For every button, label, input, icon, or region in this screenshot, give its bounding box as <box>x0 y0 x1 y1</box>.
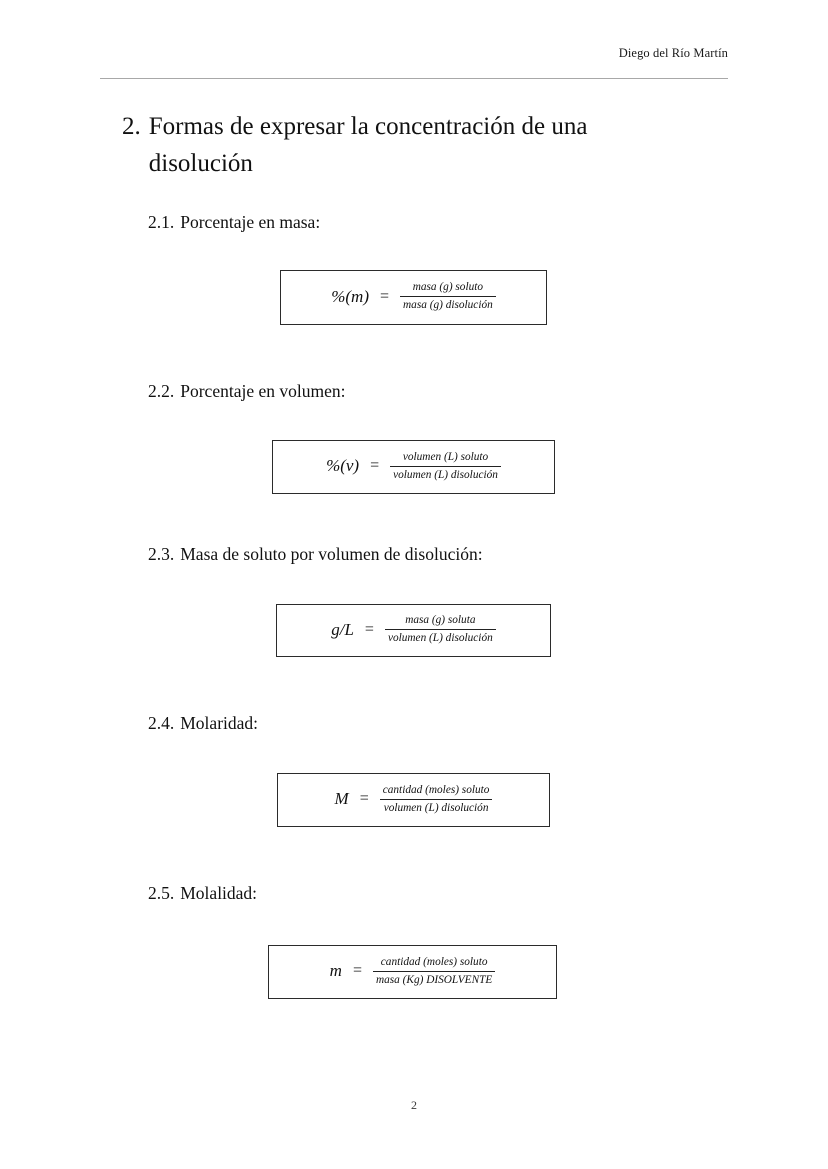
formula-5-equals: = <box>352 962 362 979</box>
formula-box-1 <box>280 270 547 325</box>
section-heading <box>122 108 662 182</box>
formula-2-denominator: volumen (L) disolución <box>393 468 498 481</box>
formula-2-lhs: %(v) <box>326 456 360 475</box>
formula-1-numerator: masa (g) soluto <box>400 280 496 297</box>
formula-1-lhs: %(m) <box>331 286 369 306</box>
formula-4-fraction <box>380 783 493 816</box>
formula-1-denominator: masa (g) disolución <box>403 299 493 311</box>
formula-3-numerator: masa (g) soluta <box>385 613 496 630</box>
subsection-heading-1 <box>148 210 320 234</box>
page-footer <box>0 1098 828 1113</box>
formula-4-equals: = <box>359 790 369 807</box>
subsection-number-2: 2.2. <box>148 381 175 401</box>
subsection-title-2: Porcentaje en volumen: <box>180 381 346 401</box>
subsection-title-1: Porcentaje en masa: <box>180 212 321 232</box>
formula-2-numerator: volumen (L) soluto <box>390 450 501 467</box>
formula-5-denominator: masa (Kg) DISOLVENTE <box>375 973 493 986</box>
formula-3-fraction <box>385 613 496 646</box>
section-title: Formas de expresar la concentración de una disolución <box>148 113 588 177</box>
formula-3-denominator: volumen (L) disolución <box>387 632 493 644</box>
formula-box-2 <box>272 440 555 494</box>
subsection-heading-5 <box>148 881 257 905</box>
header-author-name: Diego del Río Martín <box>618 46 728 60</box>
formula-1-fraction <box>400 280 496 313</box>
formula-2-equals: = <box>370 457 380 474</box>
formula-5-numerator: cantidad (moles) soluto <box>373 955 495 972</box>
formula-3 <box>331 613 496 646</box>
subsection-number-3: 2.3. <box>148 544 175 564</box>
subsection-title-5: Molalidad: <box>180 883 258 903</box>
formula-4 <box>335 783 493 816</box>
subsection-number-5: 2.5. <box>148 883 175 903</box>
formula-2-fraction <box>390 450 501 483</box>
formula-1-equals: = <box>379 287 390 305</box>
formula-5 <box>330 955 496 988</box>
formula-2 <box>326 450 501 483</box>
subsection-heading-3 <box>148 542 483 566</box>
formula-box-4 <box>277 773 550 827</box>
formula-1 <box>331 280 496 313</box>
subsection-number-4: 2.4. <box>148 713 175 733</box>
page-header <box>100 46 728 61</box>
subsection-heading-4 <box>148 711 258 735</box>
formula-4-lhs: M <box>334 789 349 808</box>
formula-5-lhs: m <box>329 961 342 980</box>
section-number: 2. <box>122 113 141 140</box>
formula-4-denominator: volumen (L) disolución <box>383 801 489 814</box>
formula-3-equals: = <box>364 620 374 638</box>
subsection-number-1: 2.1. <box>148 212 175 232</box>
formula-5-fraction <box>373 955 495 988</box>
formula-3-lhs: g/L <box>331 619 354 639</box>
formula-box-3 <box>276 604 551 657</box>
formula-4-numerator: cantidad (moles) soluto <box>380 783 493 800</box>
subsection-title-4: Molaridad: <box>180 713 259 733</box>
header-divider-rule <box>100 78 728 79</box>
page-number: 2 <box>411 1098 417 1112</box>
subsection-title-3: Masa de soluto por volumen de disolución: <box>180 544 483 564</box>
formula-box-5 <box>268 945 557 999</box>
subsection-heading-2 <box>148 379 345 403</box>
